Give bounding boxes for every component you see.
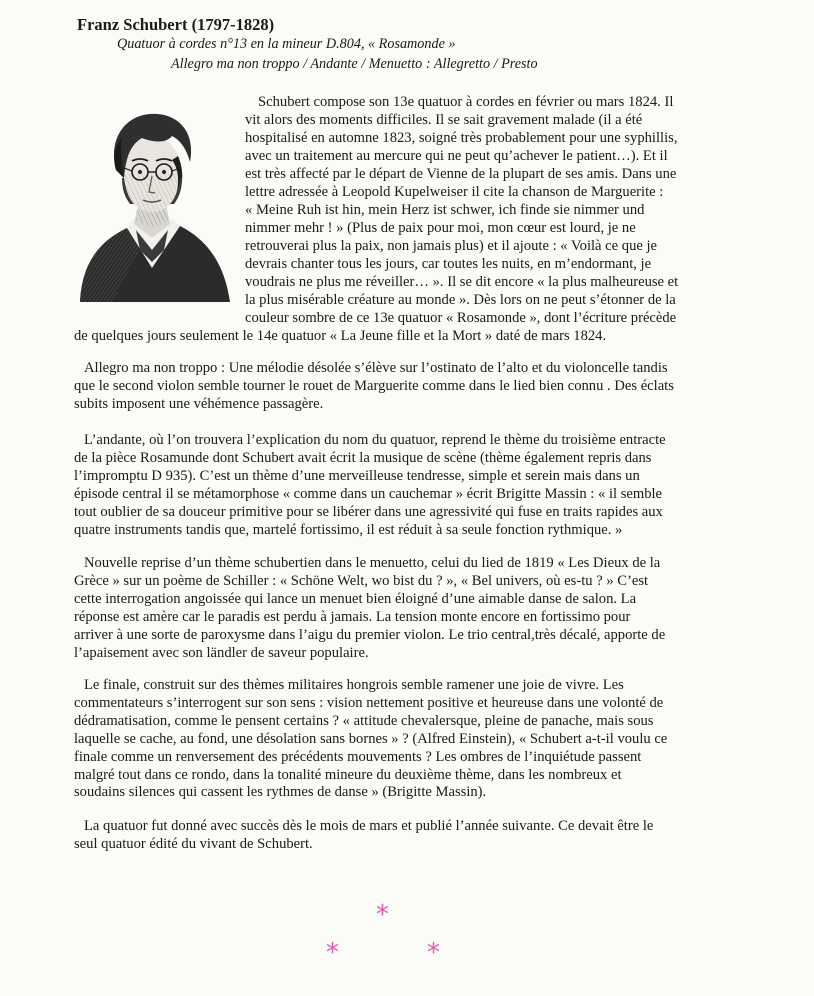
intro-line: est très affecté par le départ de Vienne de la plupart de ses amis. Dans une (245, 166, 677, 182)
text-line: l’apaisement avec son ländler de saveur populaire. (74, 644, 369, 661)
text-line: seul quatuor édité du vivant de Schubert. (74, 835, 313, 852)
paragraph-andante (74, 432, 720, 539)
paragraph-menuetto (74, 555, 720, 662)
intro-line: « Meine Ruh ist hin, mein Herz ist schwer, ich finde sie nimmer und (245, 202, 645, 218)
intro-line: vit alors des moments difficiles. Il se sait gravement malade (il a été (245, 112, 643, 128)
star-ornament-icon: * (427, 938, 440, 968)
intro-line: hospitalisé en automne 1823, soigné très probablement pour une syphillis, (245, 130, 678, 146)
text-line: L’andante, où l’on trouvera l’explication du nom du quatuor, reprend le thème du troisième entracte (84, 432, 666, 448)
star-ornament-icon: * (326, 938, 339, 968)
text-line: arriver à une sorte de paroxysme dans l’aigu du premier violon. Le trio central,très décalé, apporte de (74, 626, 666, 643)
text-line: que le second violon semble tourner le rouet de Marguerite comme dans le lied bien connu . Des éclats (74, 377, 674, 394)
text-line: Grèce » sur un poème de Schiller : « Schöne Welt, wo bist du ? », « Bel univers, où es-tu ? » C’est (74, 572, 649, 589)
text-line: subits imposent une véhémence passagère. (74, 395, 324, 412)
text-line: quatre instruments tandis que, martelé fortissimo, il est réduit à sa seule fonction rythmique. » (74, 521, 623, 538)
text-line: tout oublier de sa douceur primitive pour se libérer dans une agressivité qui fuse en traits rapides aux (74, 503, 663, 520)
intro-line: voudrais ne plus me réveiller… ». Il se dit encore « la plus malheureuse et (245, 274, 679, 290)
text-line: épisode central il se métamorphose « comme dans un cauchemar » écrit Brigitte Massin : « il semble (74, 485, 663, 502)
intro-line: retrouverai plus la paix, non jamais plus) et il ajoute : « Voilà ce que je (245, 238, 658, 254)
text-line: malgré tout dans ce rondo, dans la tonalité mineure du deuxième thème, dans les nombreux et (74, 766, 622, 783)
text-line: réponse est amère car le paradis est perdu à jamais. La tension monte encore en fortissimo pour (74, 608, 631, 625)
paragraph-finale (74, 677, 720, 802)
intro-line: lettre adressée à Leopold Kupelweiser il cite la chanson de Marguerite : (245, 184, 664, 200)
portrait-engraving-icon (72, 100, 232, 302)
intro-line: couleur sombre de ce 13e quatuor « Rosamonde », dont l’écriture précède (245, 310, 677, 326)
movements-subtitle: Allegro ma non troppo / Andante / Menuetto : Allegretto / Presto (171, 56, 538, 72)
text-line: La quatuor fut donné avec succès dès le mois de mars et publié l’année suivante. Ce devait être le (84, 818, 654, 834)
text-line: cette interrogation angoissée qui lance un menuet bien éloigné d’une aimable danse de salon. La (74, 590, 637, 607)
intro-line: de quelques jours seulement le 14e quatuor « La Jeune fille et la Mort » daté de mars 1824. (74, 328, 607, 344)
intro-line: avec un traitement au mercure qui ne peut qu’achever le patient…). Et il (245, 148, 668, 164)
paragraph-conclusion (74, 818, 720, 854)
paragraph-allegro (74, 360, 720, 414)
text-line: finale comme un renversement des précédents mouvements ? Les ombres de l’inquiétude passent (74, 748, 642, 765)
intro-line: nimmer mehr ! » (Plus de paix pour moi, mon cœur est lourd, je ne (245, 220, 636, 236)
text-line: commentateurs s’interrogent sur son sens : vision nettement positive et heureuse dans une volonté de (74, 694, 664, 711)
work-subtitle: Quatuor à cordes n°13 en la mineur D.804, « Rosamonde » (117, 36, 456, 52)
intro-line: devrais chanter tous les jours, car toutes les nuits, en m’endormant, je (245, 256, 652, 272)
star-ornament-icon: * (376, 900, 389, 930)
intro-line: Schubert compose son 13e quatuor à cordes en février ou mars 1824. Il (258, 94, 674, 110)
text-line: laquelle se cache, au fond, une désolation sans bornes » ? (Alfred Einstein), « Schubert a-t-il voulu ce (74, 730, 668, 747)
text-line: soudains silences qui cassent les rythmes de danse » (Brigitte Massin). (74, 784, 487, 801)
text-line: de la pièce Rosamunde dont Schubert avait écrit la musique de scène (thème également repris dans (74, 449, 652, 466)
text-line: Allegro ma non troppo : Une mélodie désolée s’élève sur l’ostinato de l’alto et du violoncelle tandis (84, 360, 668, 376)
intro-line: la plus misérable créature au monde ». Dès lors on ne peut s’étonner de la (245, 292, 676, 308)
text-line: Le finale, construit sur des thèmes militaires hongrois semble ramener une joie de vivre. Les (84, 677, 624, 693)
text-line: l’impromptu D 935). C’est un thème d’une merveilleuse tendresse, simple et serein mais dans un (74, 467, 640, 484)
text-line: Nouvelle reprise d’un thème schubertien dans le menuetto, celui du lied de 1819 « Les Dieux de la (84, 555, 661, 571)
document-title: Franz Schubert (1797-1828) (77, 15, 275, 34)
text-line: dédramatisation, comme le pensent certains ? « attitude chevalersque, pleine de panache, mais sous (74, 712, 654, 729)
